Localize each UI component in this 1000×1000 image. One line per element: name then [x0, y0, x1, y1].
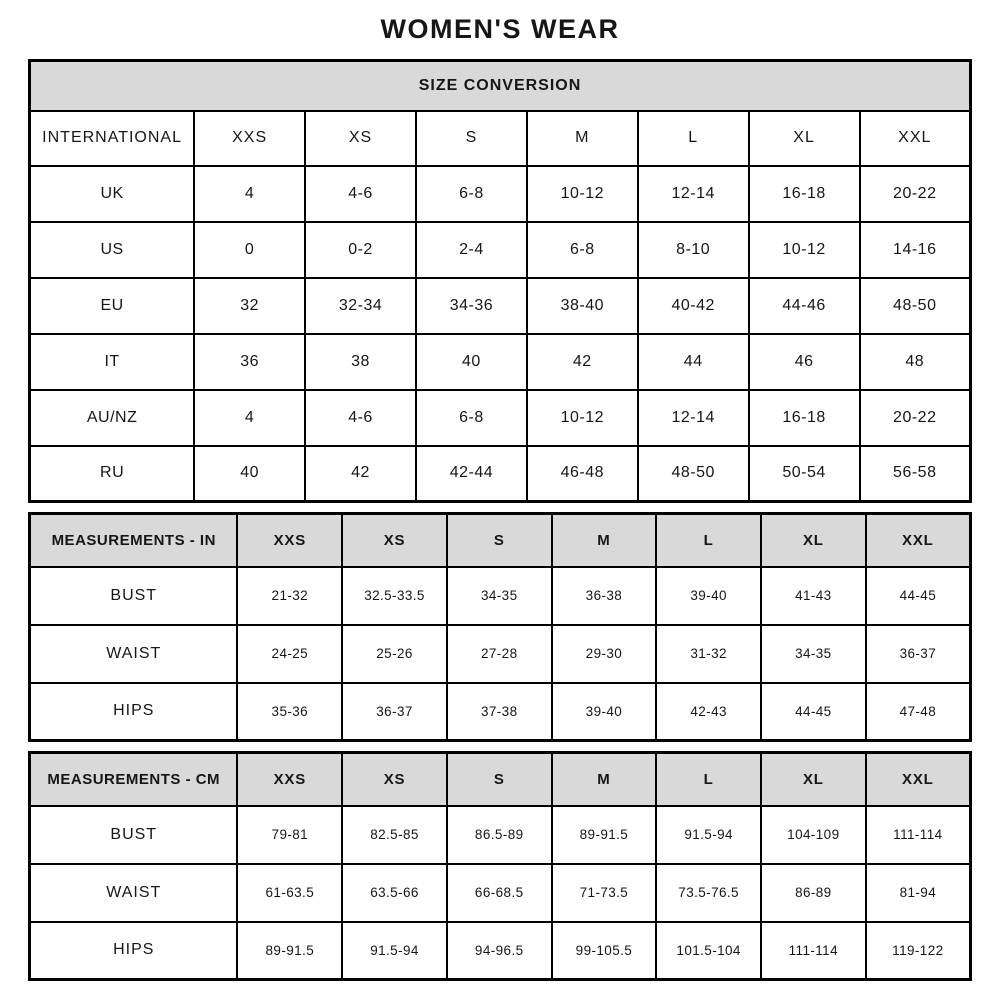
value-cell: 38-40: [527, 278, 638, 334]
table-row: [30, 806, 971, 864]
value-cell: 16-18: [749, 390, 860, 446]
value-cell: 6-8: [416, 166, 527, 222]
column-header: XXS: [194, 111, 305, 166]
row-label: RU: [30, 446, 195, 502]
value-cell: 48-50: [638, 446, 749, 502]
value-cell: 32.5-33.5: [342, 567, 447, 625]
measurements-cm-table: [28, 751, 972, 981]
row-label: HIPS: [30, 922, 238, 980]
value-cell: 40: [194, 446, 305, 502]
value-cell: 42-44: [416, 446, 527, 502]
value-cell: 36-37: [866, 625, 971, 683]
value-cell: 86.5-89: [447, 806, 552, 864]
value-cell: 36-38: [552, 567, 657, 625]
table-row: [30, 222, 971, 278]
table-row: [30, 864, 971, 922]
value-cell: 39-40: [656, 567, 761, 625]
column-header: L: [656, 514, 761, 567]
column-header: L: [638, 111, 749, 166]
column-header: XS: [305, 111, 416, 166]
value-cell: 41-43: [761, 567, 866, 625]
value-cell: 91.5-94: [656, 806, 761, 864]
value-cell: 101.5-104: [656, 922, 761, 980]
column-header: XL: [761, 514, 866, 567]
value-cell: 48-50: [860, 278, 971, 334]
row-label: IT: [30, 334, 195, 390]
value-cell: 94-96.5: [447, 922, 552, 980]
value-cell: 73.5-76.5: [656, 864, 761, 922]
value-cell: 10-12: [527, 166, 638, 222]
row-label: BUST: [30, 567, 238, 625]
value-cell: 36-37: [342, 683, 447, 741]
value-cell: 42: [527, 334, 638, 390]
value-cell: 111-114: [761, 922, 866, 980]
size-conversion-header-row: [30, 111, 971, 166]
value-cell: 47-48: [866, 683, 971, 741]
value-cell: 44-45: [761, 683, 866, 741]
value-cell: 44-46: [749, 278, 860, 334]
value-cell: 4-6: [305, 166, 416, 222]
value-cell: 31-32: [656, 625, 761, 683]
column-header: XS: [342, 514, 447, 567]
value-cell: 89-91.5: [552, 806, 657, 864]
value-cell: 42-43: [656, 683, 761, 741]
value-cell: 50-54: [749, 446, 860, 502]
page-title: WOMEN'S WEAR: [380, 14, 620, 44]
value-cell: 86-89: [761, 864, 866, 922]
row-label: US: [30, 222, 195, 278]
value-cell: 35-36: [237, 683, 342, 741]
value-cell: 119-122: [866, 922, 971, 980]
column-header: M: [552, 514, 657, 567]
table-row: [30, 278, 971, 334]
value-cell: 40-42: [638, 278, 749, 334]
value-cell: 38: [305, 334, 416, 390]
column-header: M: [552, 753, 657, 806]
value-cell: 39-40: [552, 683, 657, 741]
value-cell: 44-45: [866, 567, 971, 625]
value-cell: 16-18: [749, 166, 860, 222]
value-cell: 20-22: [860, 166, 971, 222]
table-row: [30, 166, 971, 222]
column-header: INTERNATIONAL: [30, 111, 195, 166]
value-cell: 37-38: [447, 683, 552, 741]
value-cell: 61-63.5: [237, 864, 342, 922]
value-cell: 46: [749, 334, 860, 390]
value-cell: 4-6: [305, 390, 416, 446]
value-cell: 4: [194, 390, 305, 446]
measurements-cm-header-row: [30, 753, 971, 806]
column-header: XXL: [860, 111, 971, 166]
size-conversion-banner: SIZE CONVERSION: [30, 61, 971, 111]
value-cell: 111-114: [866, 806, 971, 864]
value-cell: 0-2: [305, 222, 416, 278]
value-cell: 10-12: [749, 222, 860, 278]
value-cell: 71-73.5: [552, 864, 657, 922]
value-cell: 99-105.5: [552, 922, 657, 980]
column-header: XXS: [237, 753, 342, 806]
column-header: XL: [749, 111, 860, 166]
value-cell: 44: [638, 334, 749, 390]
value-cell: 40: [416, 334, 527, 390]
value-cell: 63.5-66: [342, 864, 447, 922]
value-cell: 82.5-85: [342, 806, 447, 864]
value-cell: 56-58: [860, 446, 971, 502]
row-label: EU: [30, 278, 195, 334]
value-cell: 8-10: [638, 222, 749, 278]
row-label: UK: [30, 166, 195, 222]
column-header: XXL: [866, 753, 971, 806]
row-label: AU/NZ: [30, 390, 195, 446]
table-row: [30, 334, 971, 390]
value-cell: 79-81: [237, 806, 342, 864]
column-header: S: [447, 514, 552, 567]
value-cell: 21-32: [237, 567, 342, 625]
table-row: [30, 567, 971, 625]
value-cell: 6-8: [527, 222, 638, 278]
measurements-in-header-row: [30, 514, 971, 567]
value-cell: 104-109: [761, 806, 866, 864]
column-header: M: [527, 111, 638, 166]
value-cell: 66-68.5: [447, 864, 552, 922]
size-conversion-table: [28, 59, 972, 503]
row-label: WAIST: [30, 625, 238, 683]
column-header: XS: [342, 753, 447, 806]
value-cell: 24-25: [237, 625, 342, 683]
value-cell: 89-91.5: [237, 922, 342, 980]
value-cell: 20-22: [860, 390, 971, 446]
row-label: HIPS: [30, 683, 238, 741]
value-cell: 34-36: [416, 278, 527, 334]
value-cell: 34-35: [447, 567, 552, 625]
column-header: MEASUREMENTS - IN: [30, 514, 238, 567]
table-row: [30, 922, 971, 980]
value-cell: 6-8: [416, 390, 527, 446]
column-header: XL: [761, 753, 866, 806]
column-header: XXS: [237, 514, 342, 567]
value-cell: 27-28: [447, 625, 552, 683]
value-cell: 12-14: [638, 166, 749, 222]
value-cell: 91.5-94: [342, 922, 447, 980]
column-header: L: [656, 753, 761, 806]
table-row: [30, 446, 971, 502]
value-cell: 4: [194, 166, 305, 222]
row-label: BUST: [30, 806, 238, 864]
value-cell: 0: [194, 222, 305, 278]
value-cell: 25-26: [342, 625, 447, 683]
column-header: MEASUREMENTS - CM: [30, 753, 238, 806]
value-cell: 36: [194, 334, 305, 390]
value-cell: 34-35: [761, 625, 866, 683]
value-cell: 42: [305, 446, 416, 502]
column-header: XXL: [866, 514, 971, 567]
value-cell: 10-12: [527, 390, 638, 446]
table-row: [30, 625, 971, 683]
value-cell: 46-48: [527, 446, 638, 502]
table-row: [30, 390, 971, 446]
value-cell: 14-16: [860, 222, 971, 278]
row-label: WAIST: [30, 864, 238, 922]
value-cell: 29-30: [552, 625, 657, 683]
table-row: [30, 683, 971, 741]
value-cell: 81-94: [866, 864, 971, 922]
value-cell: 2-4: [416, 222, 527, 278]
value-cell: 48: [860, 334, 971, 390]
value-cell: 32: [194, 278, 305, 334]
column-header: S: [416, 111, 527, 166]
value-cell: 32-34: [305, 278, 416, 334]
column-header: S: [447, 753, 552, 806]
value-cell: 12-14: [638, 390, 749, 446]
measurements-in-table: [28, 512, 972, 742]
size-conversion-banner-row: [30, 61, 971, 111]
